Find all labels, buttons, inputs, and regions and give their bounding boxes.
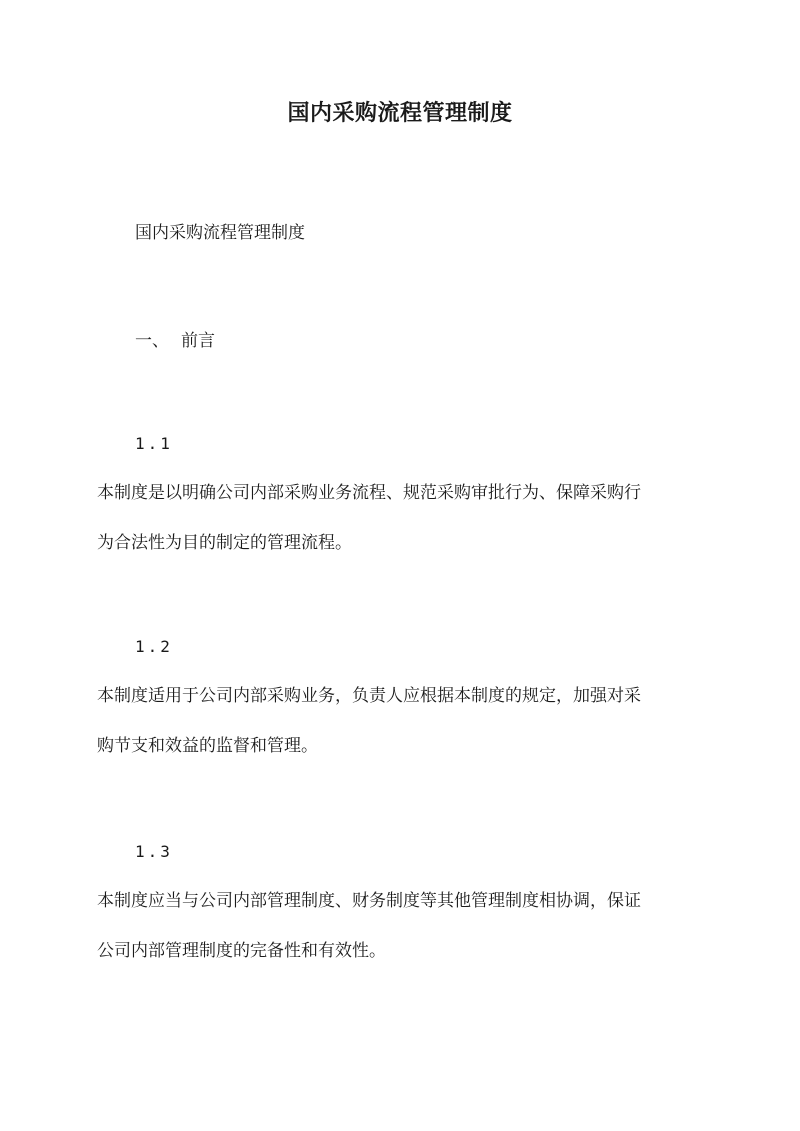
clause-text-1-3 [97, 876, 707, 976]
clause-text-1-1 [97, 468, 707, 568]
clause-line: 本制度是以明确公司内部采购业务流程、规范采购审批行为、保障采购行 [97, 483, 641, 503]
clause-line: 为合法性为目的制定的管理流程。 [97, 533, 352, 553]
document-subtitle: 国内采购流程管理制度 [135, 223, 305, 243]
section-number: 一、 [135, 331, 169, 351]
section-title: 前言 [181, 331, 215, 351]
clause-line: 公司内部管理制度的完备性和有效性。 [97, 941, 386, 961]
clause-text-1-2 [97, 671, 707, 771]
clause-number-1-1: 1.1 [135, 434, 173, 453]
section-heading [135, 326, 215, 351]
clause-line: 购节支和效益的监督和管理。 [97, 736, 318, 756]
clause-line: 本制度适用于公司内部采购业务，负责人应根据本制度的规定，加强对采 [97, 686, 641, 706]
clause-number-1-3: 1.3 [135, 842, 173, 861]
clause-line: 本制度应当与公司内部管理制度、财务制度等其他管理制度相协调，保证 [97, 891, 641, 911]
document-title: 国内采购流程管理制度 [287, 100, 513, 126]
clause-number-1-2: 1.2 [135, 637, 173, 656]
